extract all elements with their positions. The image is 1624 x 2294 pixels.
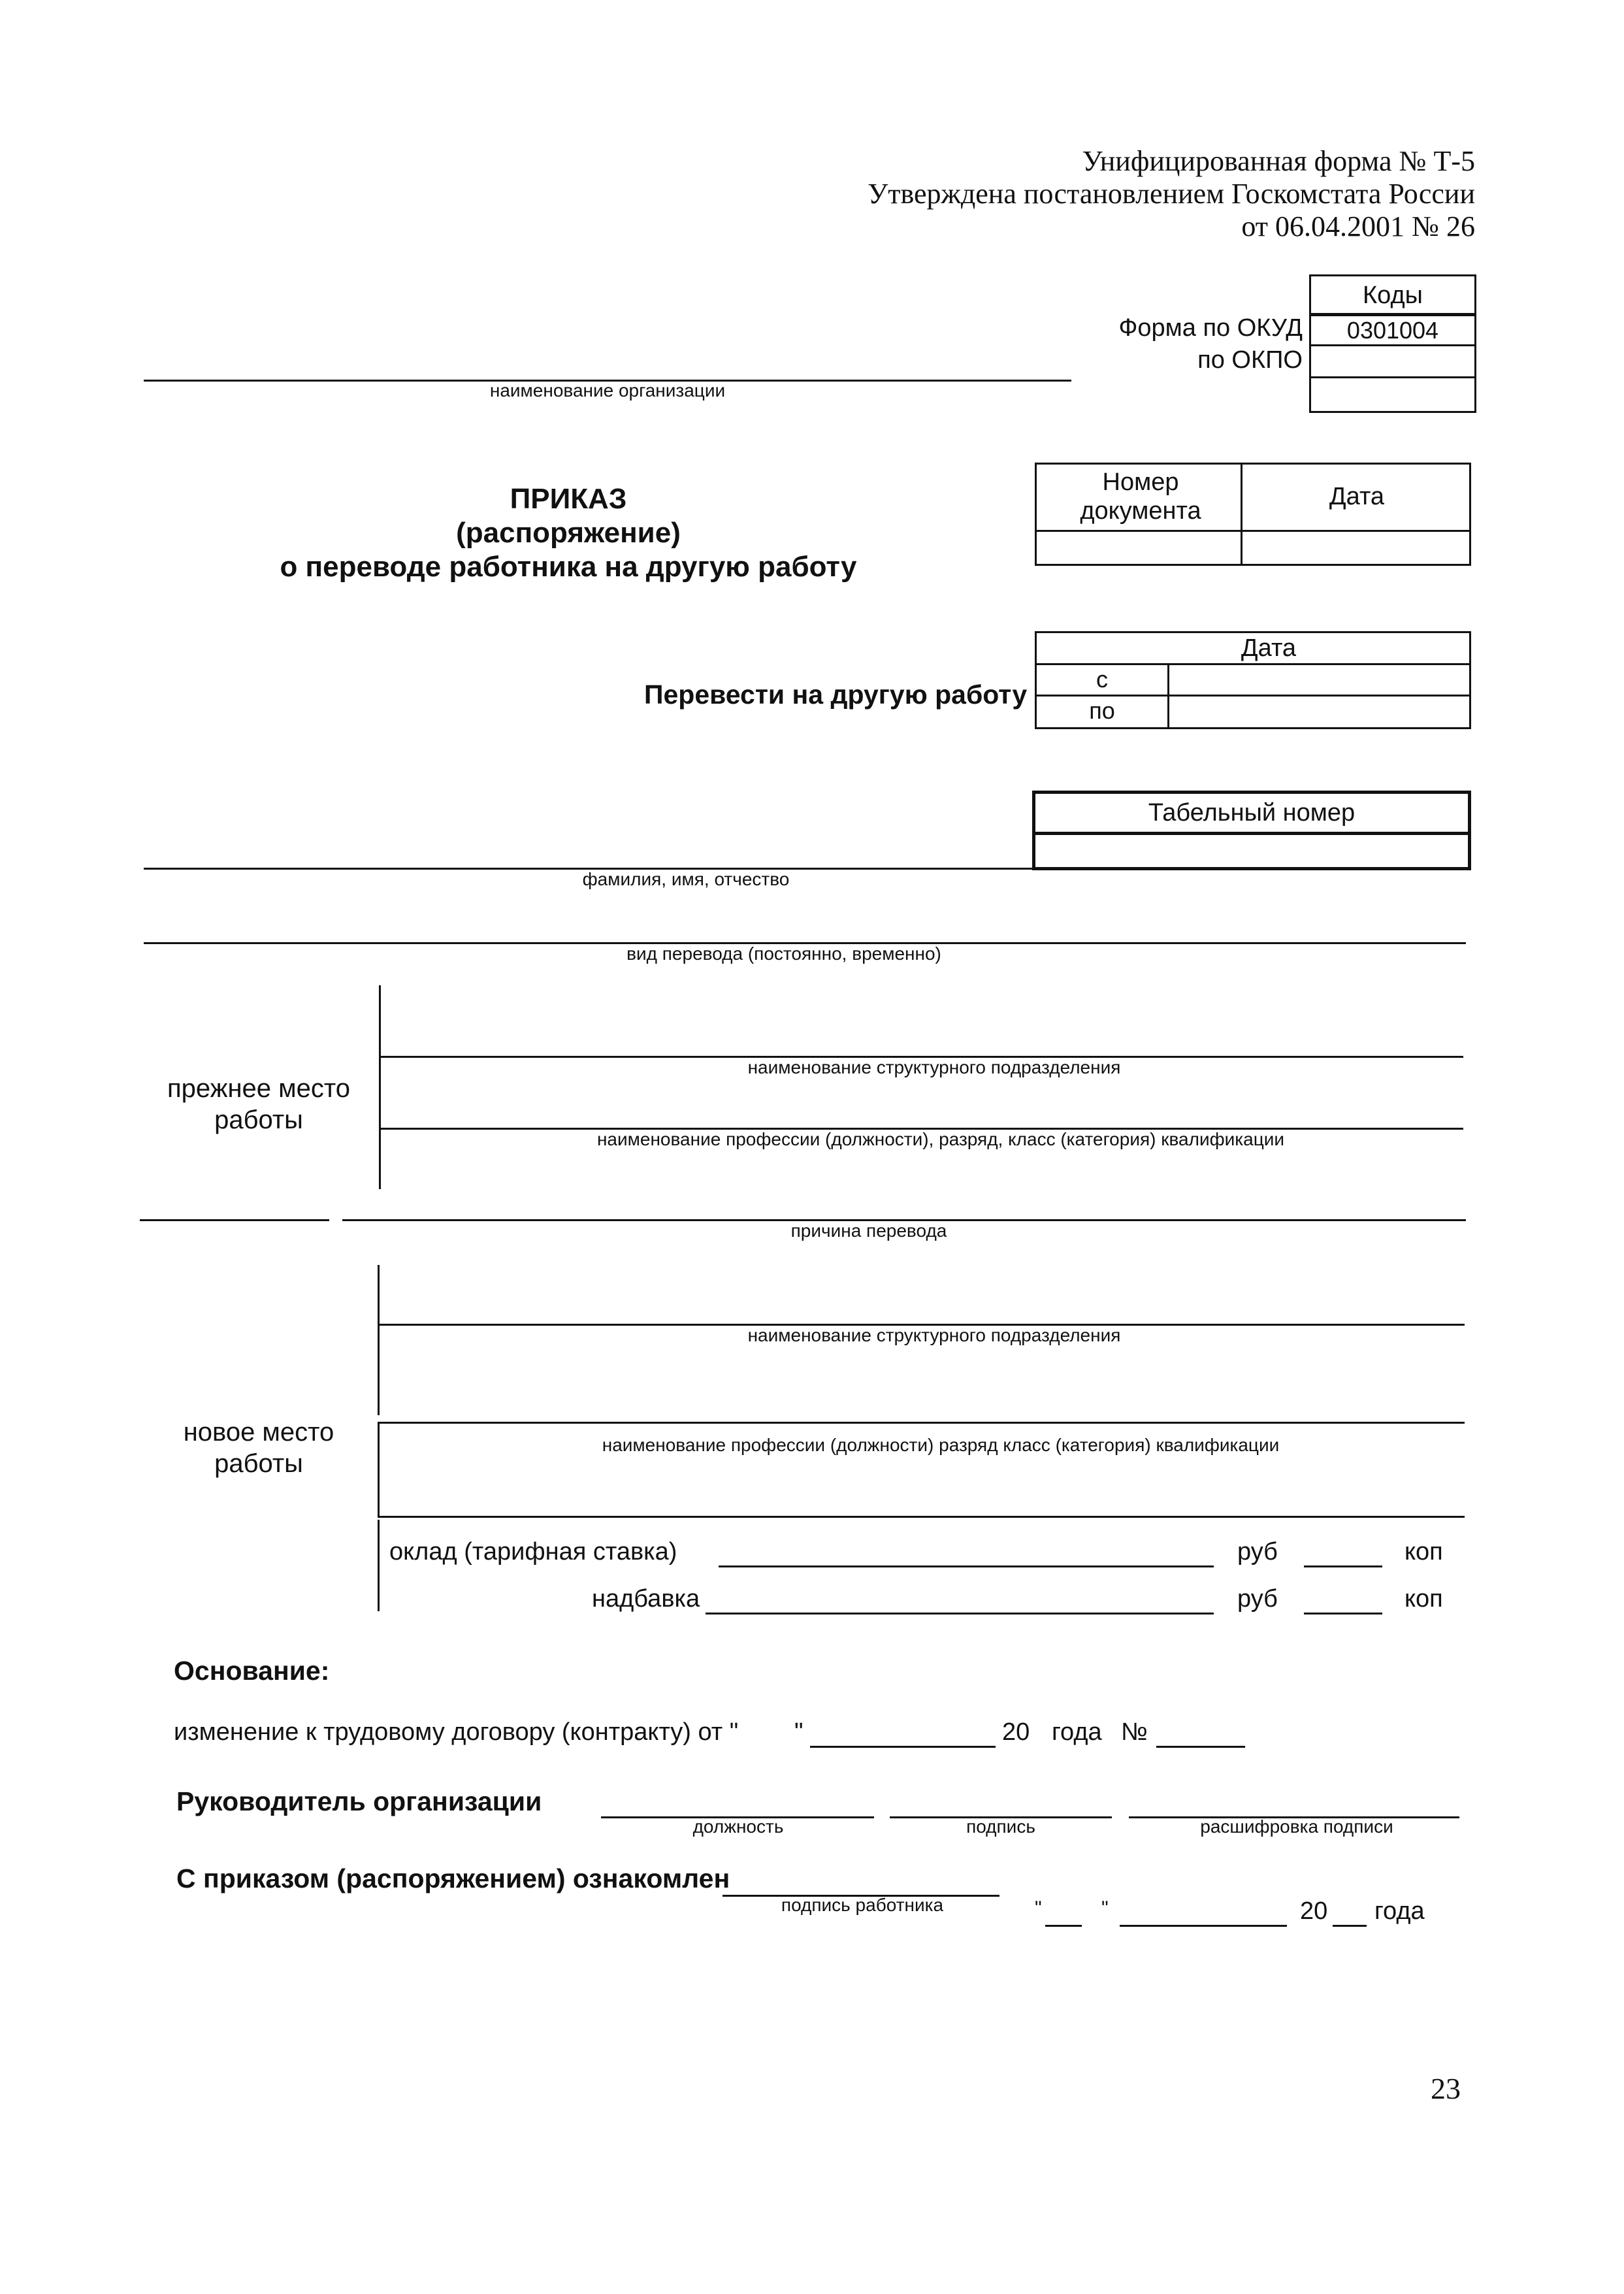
codes-table	[1309, 274, 1476, 413]
bonus-kop-label: коп	[1405, 1585, 1443, 1613]
tab-number-table	[1032, 791, 1471, 870]
transfer-label: Перевести на другую работу	[644, 680, 1028, 710]
salary-bracket	[378, 1520, 380, 1611]
new-prof-line-2[interactable]	[378, 1516, 1465, 1518]
okpo-label: по ОКПО	[1197, 346, 1303, 374]
basis-number-sign: №	[1121, 1718, 1148, 1746]
old-place-label-line1: прежнее место	[167, 1074, 351, 1103]
head-label: Руководитель организации	[176, 1786, 542, 1816]
header-approved-by: Утверждена постановлением Госкомстата России	[868, 178, 1475, 210]
acquainted-month-line[interactable]	[1120, 1925, 1287, 1927]
new-place-label	[148, 1417, 370, 1479]
oklad-kop-line[interactable]	[1304, 1565, 1382, 1567]
old-place-bracket	[379, 985, 381, 1189]
order-title-sub: (распоряжение)	[456, 517, 681, 549]
old-prof-caption: наименование профессии (должности), разряд, класс (категория) квалификации	[596, 1129, 1285, 1149]
header-form-number: Унифицированная форма № Т-5	[1082, 145, 1475, 177]
oklad-kop-label: коп	[1405, 1538, 1443, 1565]
form-header	[868, 145, 1475, 243]
doc-number-date-table	[1035, 463, 1471, 566]
new-place-bracket-lower	[378, 1422, 380, 1517]
page-number: 23	[1431, 2072, 1461, 2105]
transfer-date-table	[1035, 631, 1471, 729]
transfer-kind-caption: вид перевода (постоянно, временно)	[626, 943, 941, 964]
head-position-caption: должность	[692, 1816, 784, 1837]
basis-text: изменение к трудовому договору (контракту) от "	[174, 1718, 739, 1746]
basis-quote: "	[794, 1718, 804, 1746]
head-decode-caption: расшифровка подписи	[1200, 1816, 1393, 1837]
transfer-to-label: по	[1089, 697, 1115, 724]
new-place-bracket-upper	[378, 1265, 380, 1415]
basis-year-word: года	[1052, 1718, 1102, 1746]
new-place-label-line1: новое место	[183, 1418, 334, 1447]
order-title-main: ПРИКАЗ	[510, 483, 627, 515]
bonus-kop-line[interactable]	[1304, 1613, 1382, 1614]
acquainted-year-line[interactable]	[1333, 1925, 1367, 1927]
okud-value: 0301004	[1346, 317, 1439, 344]
tab-number-header: Табельный номер	[1148, 799, 1356, 827]
fio-caption: фамилия, имя, отчество	[582, 869, 790, 889]
old-dept-caption: наименование структурного подразделения	[747, 1057, 1121, 1077]
basis-number-line[interactable]	[1156, 1746, 1245, 1748]
new-dept-caption: наименование структурного подразделения	[747, 1325, 1121, 1345]
acquainted-year-word: года	[1374, 1897, 1425, 1925]
transfer-from-label: с	[1096, 666, 1108, 693]
bonus-rub-label: руб	[1237, 1585, 1278, 1613]
new-prof-caption: наименование профессии (должности) разряд класс (категория) квалификации	[602, 1435, 1280, 1455]
new-place-label-line2: работы	[214, 1449, 303, 1478]
reason-caption: причина перевода	[790, 1221, 947, 1241]
okud-label: Форма по ОКУД	[1118, 314, 1303, 342]
old-place-label-line2: работы	[214, 1106, 303, 1134]
transfer-date-header: Дата	[1241, 634, 1297, 662]
acquainted-label: С приказом (распоряжением) ознакомлен	[176, 1863, 730, 1893]
order-title-subject: о переводе работника на другую работу	[280, 551, 857, 583]
doc-number-header: Номер документа	[1080, 468, 1201, 525]
acquainted-quote-close: "	[1101, 1897, 1109, 1919]
oklad-rub-label: руб	[1237, 1538, 1278, 1565]
oklad-label: оклад (тарифная ставка)	[389, 1538, 677, 1565]
header-approval-date: от 06.04.2001 № 26	[1241, 210, 1475, 242]
basis-year-prefix: 20	[1002, 1718, 1030, 1746]
old-place-label	[148, 1073, 370, 1136]
order-title	[235, 482, 901, 584]
bonus-label: надбавка	[592, 1585, 700, 1613]
doc-date-header: Дата	[1329, 483, 1385, 510]
org-name-caption: наименование организации	[489, 380, 726, 401]
acquainted-quote-open: "	[1035, 1897, 1042, 1919]
oklad-line[interactable]	[719, 1565, 1214, 1567]
reason-line-left[interactable]	[140, 1219, 329, 1221]
bonus-line[interactable]	[706, 1613, 1214, 1614]
codes-title: Коды	[1363, 282, 1423, 309]
basis-date-line[interactable]	[810, 1746, 996, 1748]
acquainted-signature-caption: подпись работника	[781, 1895, 944, 1915]
basis-title: Основание:	[174, 1656, 330, 1686]
head-signature-caption: подпись	[966, 1816, 1035, 1837]
acquainted-day-line[interactable]	[1045, 1925, 1082, 1927]
acquainted-year-prefix: 20	[1300, 1897, 1328, 1925]
new-prof-line[interactable]	[378, 1422, 1465, 1424]
